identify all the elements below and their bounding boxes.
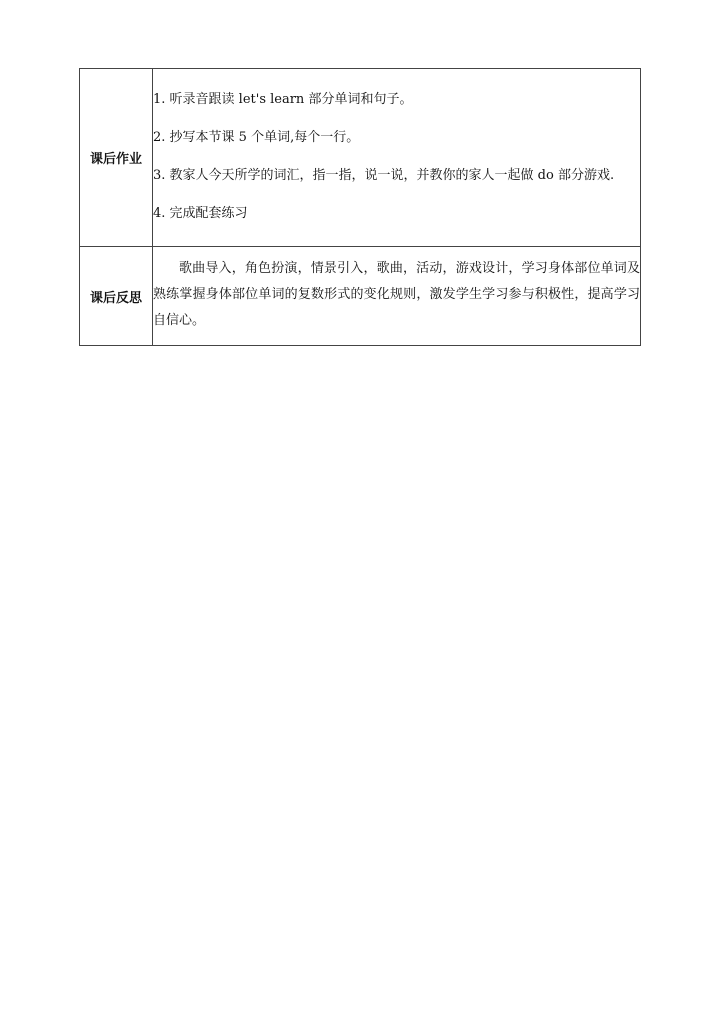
reflection-label: 课后反思 — [80, 247, 153, 346]
homework-row — [80, 69, 641, 247]
reflection-text: 歌曲导入，角色扮演，情景引入，歌曲，活动，游戏设计，学习身体部位单词及熟练掌握身体部位单词的复数形式的变化规则，激发学生学习参与积极性，提高学习自信心。 — [153, 261, 640, 328]
homework-label: 课后作业 — [80, 69, 153, 247]
homework-item-2: 2. 抄写本节课 5 个单词,每个一行。 — [153, 129, 360, 145]
lesson-plan-table — [79, 68, 641, 346]
homework-item-4: 4. 完成配套练习 — [153, 205, 248, 221]
reflection-content — [153, 247, 641, 346]
reflection-row — [80, 247, 641, 346]
homework-list — [153, 83, 640, 233]
homework-item-1: 1. 听录音跟读 let's learn 部分单词和句子。 — [153, 91, 413, 107]
homework-item-3: 3. 教家人今天所学的词汇，指一指，说一说，并教你的家人一起做 do 部分游戏. — [153, 167, 615, 183]
homework-content — [153, 69, 641, 247]
